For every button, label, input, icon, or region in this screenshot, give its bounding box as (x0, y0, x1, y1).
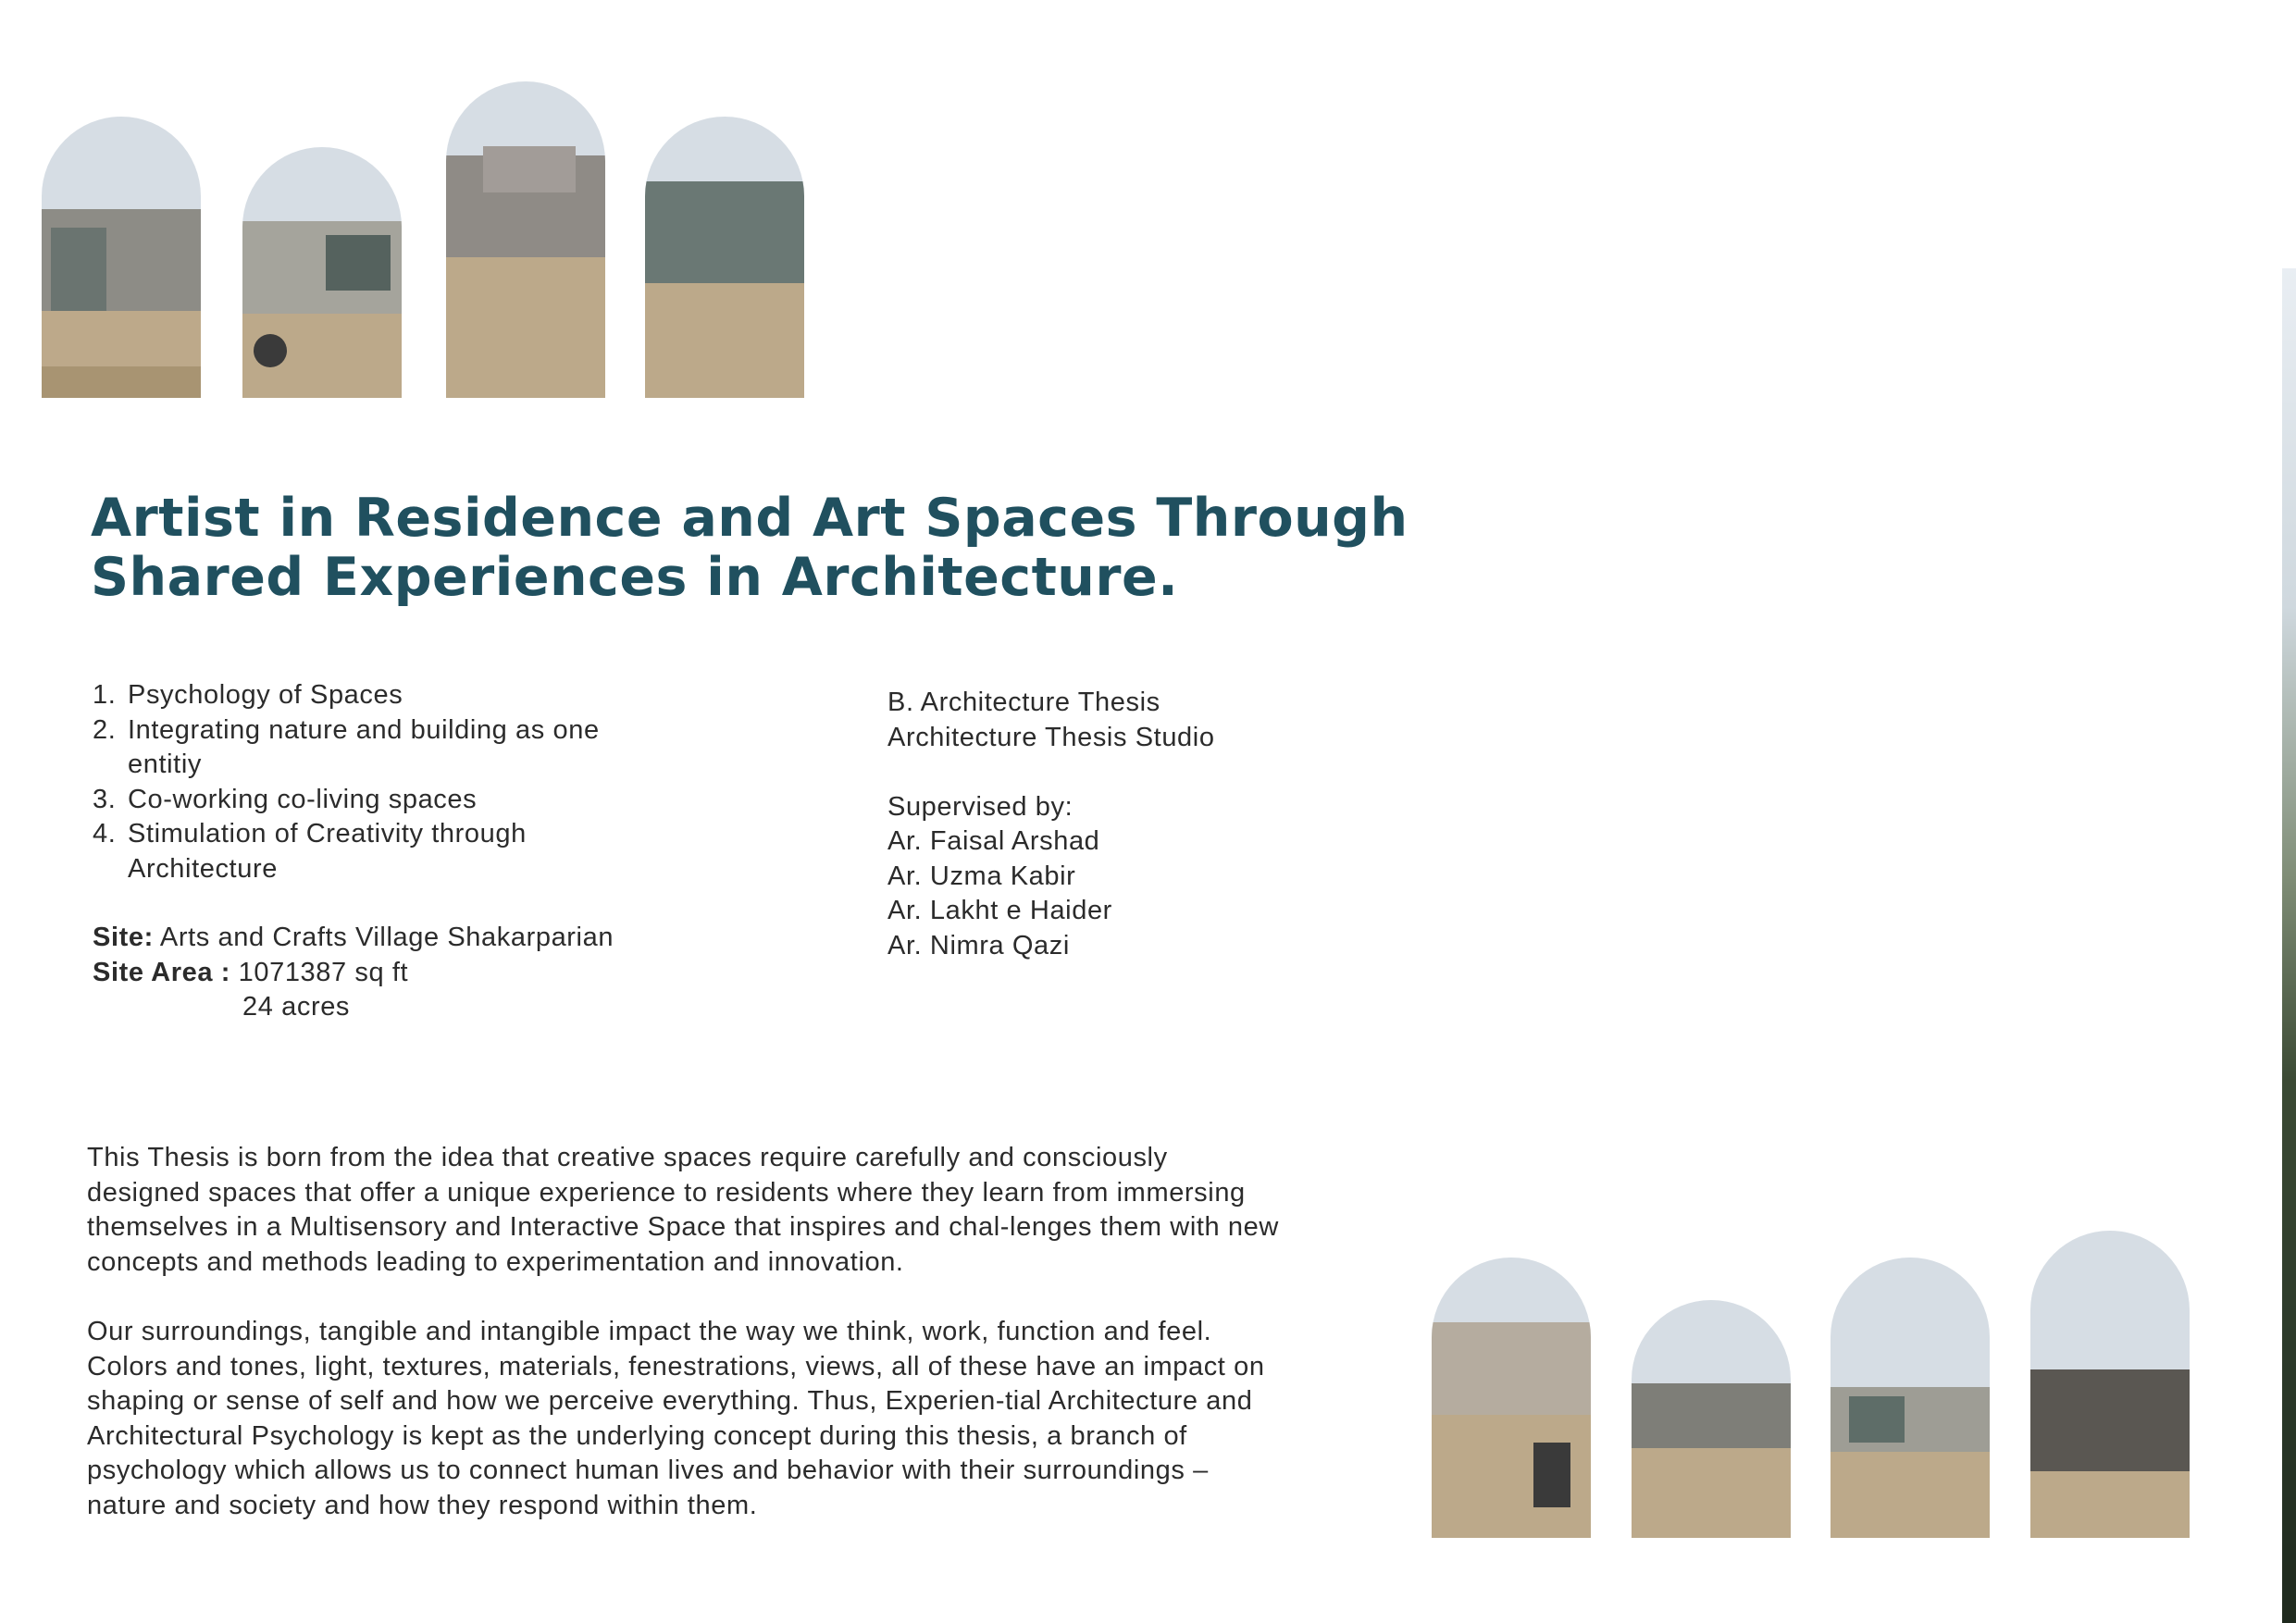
intro-paragraph: This Thesis is born from the idea that creative spaces require carefully and consciously designed spaces that offer a unique experience to residents where they learn from immersing themselves in a Multisensory and Interactive Space that inspires and chal-lenges them with new concepts and methods leading to experimentation and innovation. (87, 1143, 1279, 1277)
render-arch-6 (1632, 1300, 1791, 1538)
title-line-2: Shared Experiences in Architecture. (91, 547, 1179, 608)
list-number: 3. (93, 784, 117, 814)
site-area-acres: 24 acres (242, 992, 351, 1022)
page-title (91, 489, 1409, 607)
degree: B. Architecture Thesis (887, 688, 1160, 717)
site-info (93, 921, 759, 1025)
list-number: 4. (93, 819, 117, 849)
site-line (93, 921, 759, 956)
render-arch-7 (1831, 1258, 1990, 1538)
render-arch-1 (42, 117, 201, 398)
supervisor: Ar. Uzma Kabir (887, 861, 1076, 891)
site-area-sqft: 1071387 sq ft (238, 957, 409, 987)
cropped-image-edge (2282, 268, 2296, 1623)
list-number: 2. (93, 714, 117, 745)
site-label: Site: (93, 923, 154, 952)
list-text: Psychology of Spaces (128, 680, 403, 710)
concept-paragraph: Our surroundings, tangible and intangible impact the way we think, work, function and feel. Colors and tones, light, textures, materials, fenestrations, views, all of these have an impact on shaping or sense of self and how we perceive everything. Thus, Experien-tial Architecture and Architectural Psychology is kept as the underlying concept during this thesis, a branch of psychology which allows us to connect human lives and behavior with their surroundings – nature and society and how they respond within them. (87, 1317, 1265, 1520)
list-text: Stimulation of Creativity through Architecture (128, 819, 527, 884)
list-number: 1. (93, 680, 117, 710)
studio: Architecture Thesis Studio (887, 722, 1215, 752)
list-item (93, 713, 648, 783)
supervisor: Ar. Faisal Arshad (887, 826, 1100, 856)
render-arch-3 (446, 81, 605, 398)
credits (887, 686, 1350, 963)
list-text: Co-working co-living spaces (128, 784, 478, 814)
site-area-line (93, 956, 759, 991)
render-arch-2 (242, 147, 402, 398)
render-arch-8 (2030, 1231, 2190, 1538)
list-item (93, 817, 648, 886)
render-arch-4 (645, 117, 804, 398)
site-area-label: Site Area : (93, 957, 230, 987)
supervised-label: Supervised by: (887, 791, 1074, 822)
list-text: Integrating nature and building as one entitiy (128, 714, 600, 779)
topic-list (93, 678, 648, 886)
supervisor: Ar. Nimra Qazi (887, 930, 1070, 960)
site-value: Arts and Crafts Village Shakarparian (159, 923, 614, 952)
render-arch-5 (1432, 1258, 1591, 1538)
list-item (93, 783, 648, 818)
supervisor: Ar. Lakht e Haider (887, 896, 1112, 925)
list-item (93, 678, 648, 713)
title-line-1: Artist in Residence and Art Spaces Through (91, 488, 1409, 549)
